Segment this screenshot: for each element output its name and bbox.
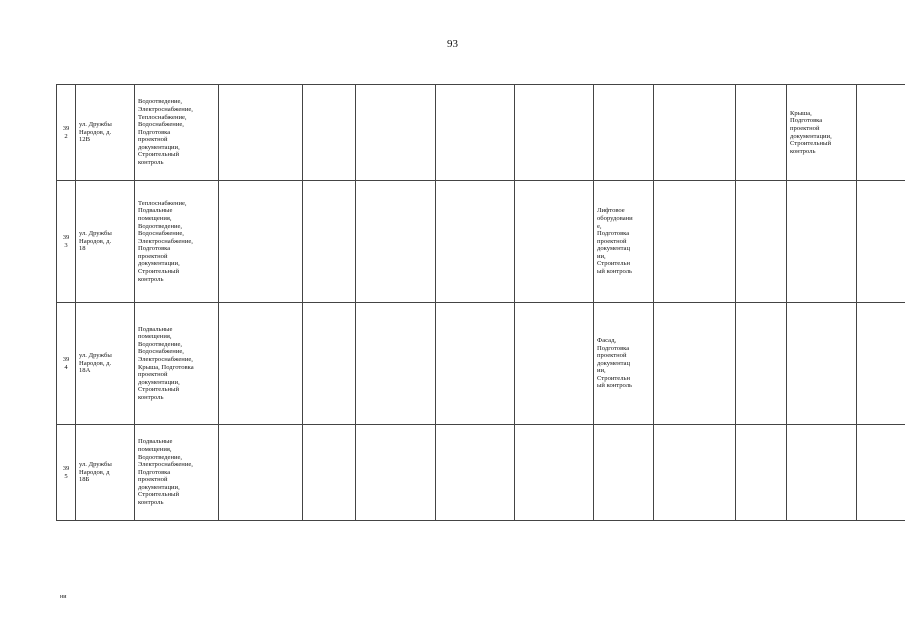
empty-cell — [857, 425, 905, 521]
works-list-cell: Подвальные помещения, Водоотведение, Электроснабжение, Подготовка проектной документации, Строительный контроль — [135, 425, 219, 521]
empty-cell — [303, 85, 356, 181]
empty-cell — [857, 85, 905, 181]
row-number-cell: 39 4 — [57, 303, 76, 425]
empty-cell — [654, 85, 736, 181]
empty-cell — [356, 181, 436, 303]
works-list-cell: Теплоснабжение, Подвальные помещения, Водоотведение, Водоснабжение, Электроснабжение, Подготовка проектной документации, Строительный контроль — [135, 181, 219, 303]
empty-cell — [303, 425, 356, 521]
empty-cell — [515, 181, 594, 303]
lift-facade-cell: Фасад, Подготовка проектной документац ии, Строительн ый контроль — [594, 303, 654, 425]
empty-cell — [356, 425, 436, 521]
empty-cell — [219, 85, 303, 181]
empty-cell — [857, 181, 905, 303]
address-cell: ул. Дружбы Народов, д. 12В — [76, 85, 135, 181]
empty-cell — [736, 181, 787, 303]
page-number: 93 — [447, 38, 458, 50]
lift-facade-cell — [594, 425, 654, 521]
empty-cell — [436, 303, 515, 425]
address-cell: ул. Дружбы Народов, д. 18 — [76, 181, 135, 303]
empty-cell — [436, 85, 515, 181]
empty-cell — [356, 303, 436, 425]
table-row — [57, 181, 905, 303]
empty-cell — [736, 303, 787, 425]
empty-cell — [219, 425, 303, 521]
empty-cell — [219, 181, 303, 303]
address-cell: ул. Дружбы Народов, д. 18А — [76, 303, 135, 425]
empty-cell — [219, 303, 303, 425]
row-number-cell: 39 3 — [57, 181, 76, 303]
lift-facade-cell — [594, 85, 654, 181]
empty-cell — [436, 181, 515, 303]
empty-cell — [857, 303, 905, 425]
row-number-cell: 39 5 — [57, 425, 76, 521]
works-list-cell: Подвальные помещения, Водоотведение, Водоснабжение, Электроснабжение, Крыша, Подготовка проектной документации, Строительный контроль — [135, 303, 219, 425]
empty-cell — [654, 303, 736, 425]
roof-cell — [787, 425, 857, 521]
empty-cell — [303, 303, 356, 425]
empty-cell — [654, 425, 736, 521]
empty-cell — [515, 85, 594, 181]
roof-cell: Крыша, Подготовка проектной документации, Строительный контроль — [787, 85, 857, 181]
roof-cell — [787, 303, 857, 425]
table-row — [57, 85, 905, 181]
roof-cell — [787, 181, 857, 303]
empty-cell — [303, 181, 356, 303]
row-number-cell: 39 2 — [57, 85, 76, 181]
works-table — [56, 84, 905, 521]
footer-mark: ни — [60, 594, 67, 600]
table-row — [57, 303, 905, 425]
empty-cell — [356, 85, 436, 181]
empty-cell — [654, 181, 736, 303]
lift-facade-cell: Лифтовое оборудовани е, Подготовка проектной документац ии, Строительн ый контроль — [594, 181, 654, 303]
works-list-cell: Водоотведение, Электроснабжение, Теплоснабжение, Водоснабжение, Подготовка проектной документации, Строительный контроль — [135, 85, 219, 181]
empty-cell — [436, 425, 515, 521]
address-cell: ул. Дружбы Народов, д 18Б — [76, 425, 135, 521]
empty-cell — [515, 425, 594, 521]
empty-cell — [515, 303, 594, 425]
empty-cell — [736, 85, 787, 181]
table-row — [57, 425, 905, 521]
empty-cell — [736, 425, 787, 521]
